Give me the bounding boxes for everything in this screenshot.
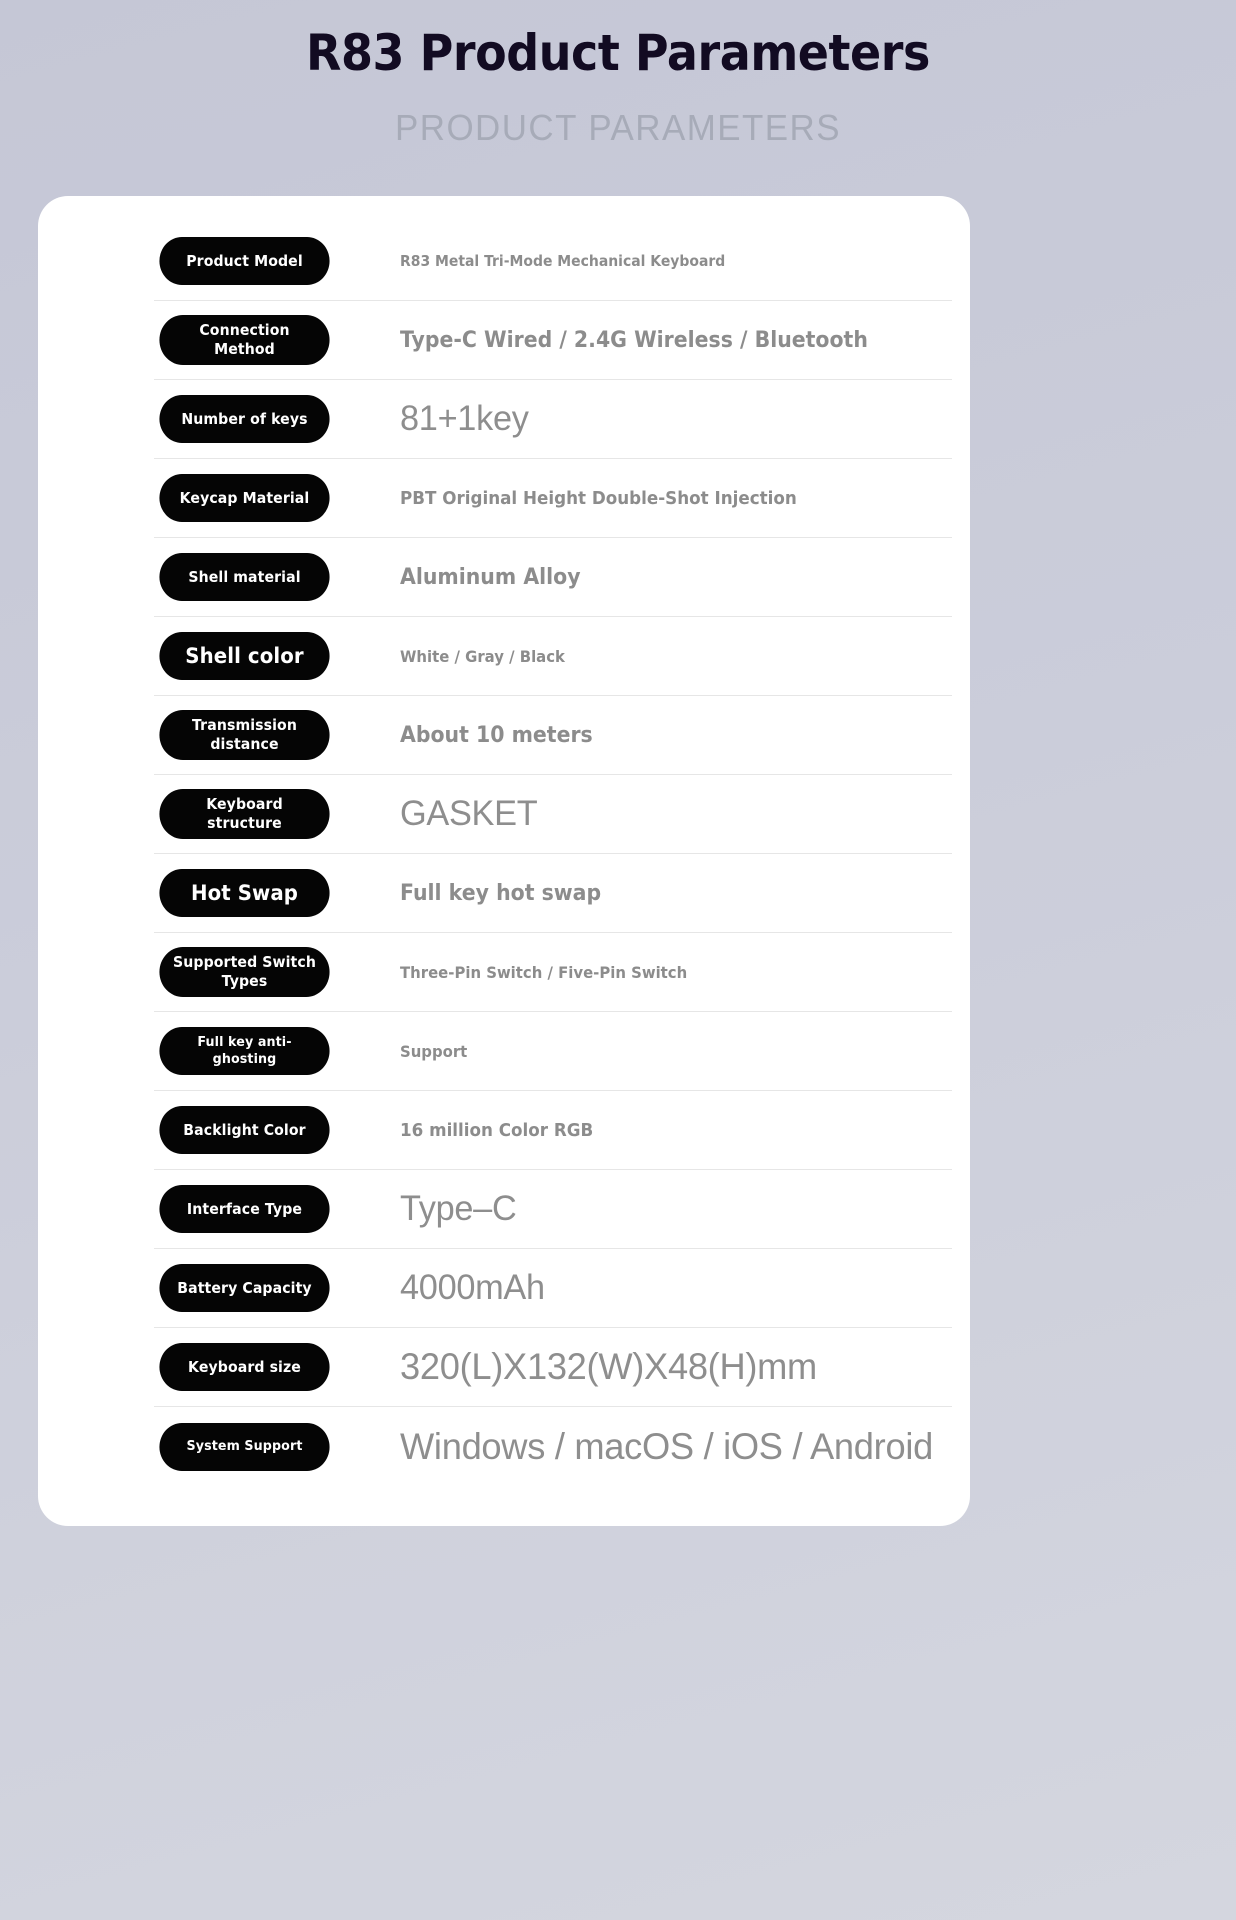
table-row <box>154 301 952 380</box>
spec-value-number-of-keys: 81+1key <box>400 399 529 438</box>
table-row <box>154 380 952 459</box>
table-row <box>154 617 952 696</box>
spec-label-keyboard-size: Keyboard size <box>159 1343 329 1391</box>
table-row <box>154 538 952 617</box>
table-row <box>154 1091 952 1170</box>
spec-label-interface-type: Interface Type <box>159 1185 329 1233</box>
table-row <box>154 1328 952 1407</box>
table-row <box>154 775 952 854</box>
spec-label-backlight-color: Backlight Color <box>159 1106 329 1154</box>
spec-label-full-key-anti-ghosting: Full key anti-ghosting <box>159 1027 329 1075</box>
table-row <box>154 222 952 301</box>
spec-label-shell-material: Shell material <box>159 553 329 601</box>
page-header <box>0 0 1236 149</box>
page-subtitle: PRODUCT PARAMETERS <box>395 107 841 148</box>
spec-value-shell-color: White / Gray / Black <box>400 646 565 666</box>
table-row <box>154 854 952 933</box>
spec-value-product-model: R83 Metal Tri-Mode Mechanical Keyboard <box>400 252 726 270</box>
spec-label-keycap-material: Keycap Material <box>159 474 329 522</box>
table-row <box>154 696 952 775</box>
spec-value-full-key-anti-ghosting: Support <box>400 1041 468 1061</box>
spec-value-shell-material: Aluminum Alloy <box>400 564 581 590</box>
spec-value-interface-type: Type–C <box>400 1189 517 1228</box>
spec-value-connection-method: Type-C Wired / 2.4G Wireless / Bluetooth <box>400 327 868 353</box>
spec-value-keyboard-size: 320(L)X132(W)X48(H)mm <box>400 1346 817 1387</box>
spec-value-backlight-color: 16 million Color RGB <box>400 1119 594 1141</box>
spec-label-number-of-keys: Number of keys <box>159 395 329 443</box>
spec-value-supported-switch-types: Three-Pin Switch / Five-Pin Switch <box>400 962 688 982</box>
spec-value-system-support: Windows / macOS / iOS / Android <box>400 1425 933 1467</box>
spec-value-transmission-distance: About 10 meters <box>400 722 593 748</box>
spec-value-battery-capacity: 4000mAh <box>400 1268 545 1307</box>
spec-value-keyboard-structure: GASKET <box>400 794 538 833</box>
page-title: R83 Product Parameters <box>306 24 930 82</box>
spec-value-hot-swap: Full key hot swap <box>400 880 602 906</box>
table-row <box>154 933 952 1012</box>
spec-label-transmission-distance: Transmission distance <box>159 710 329 760</box>
table-row <box>154 1170 952 1249</box>
spec-value-keycap-material: PBT Original Height Double-Shot Injection <box>400 487 797 509</box>
spec-table <box>154 222 952 1486</box>
table-row <box>154 1249 952 1328</box>
spec-label-hot-swap: Hot Swap <box>159 869 329 917</box>
table-row <box>154 1407 952 1486</box>
spec-label-battery-capacity: Battery Capacity <box>159 1264 329 1312</box>
spec-label-system-support: System Support <box>159 1423 329 1471</box>
table-row <box>154 1012 952 1091</box>
spec-label-connection-method: Connection Method <box>159 315 329 365</box>
spec-label-product-model: Product Model <box>159 237 329 285</box>
spec-label-supported-switch-types: Supported Switch Types <box>159 947 329 997</box>
spec-label-keyboard-structure: Keyboard structure <box>159 789 329 839</box>
spec-label-shell-color: Shell color <box>159 632 329 680</box>
table-row <box>154 459 952 538</box>
spec-card <box>38 196 970 1526</box>
